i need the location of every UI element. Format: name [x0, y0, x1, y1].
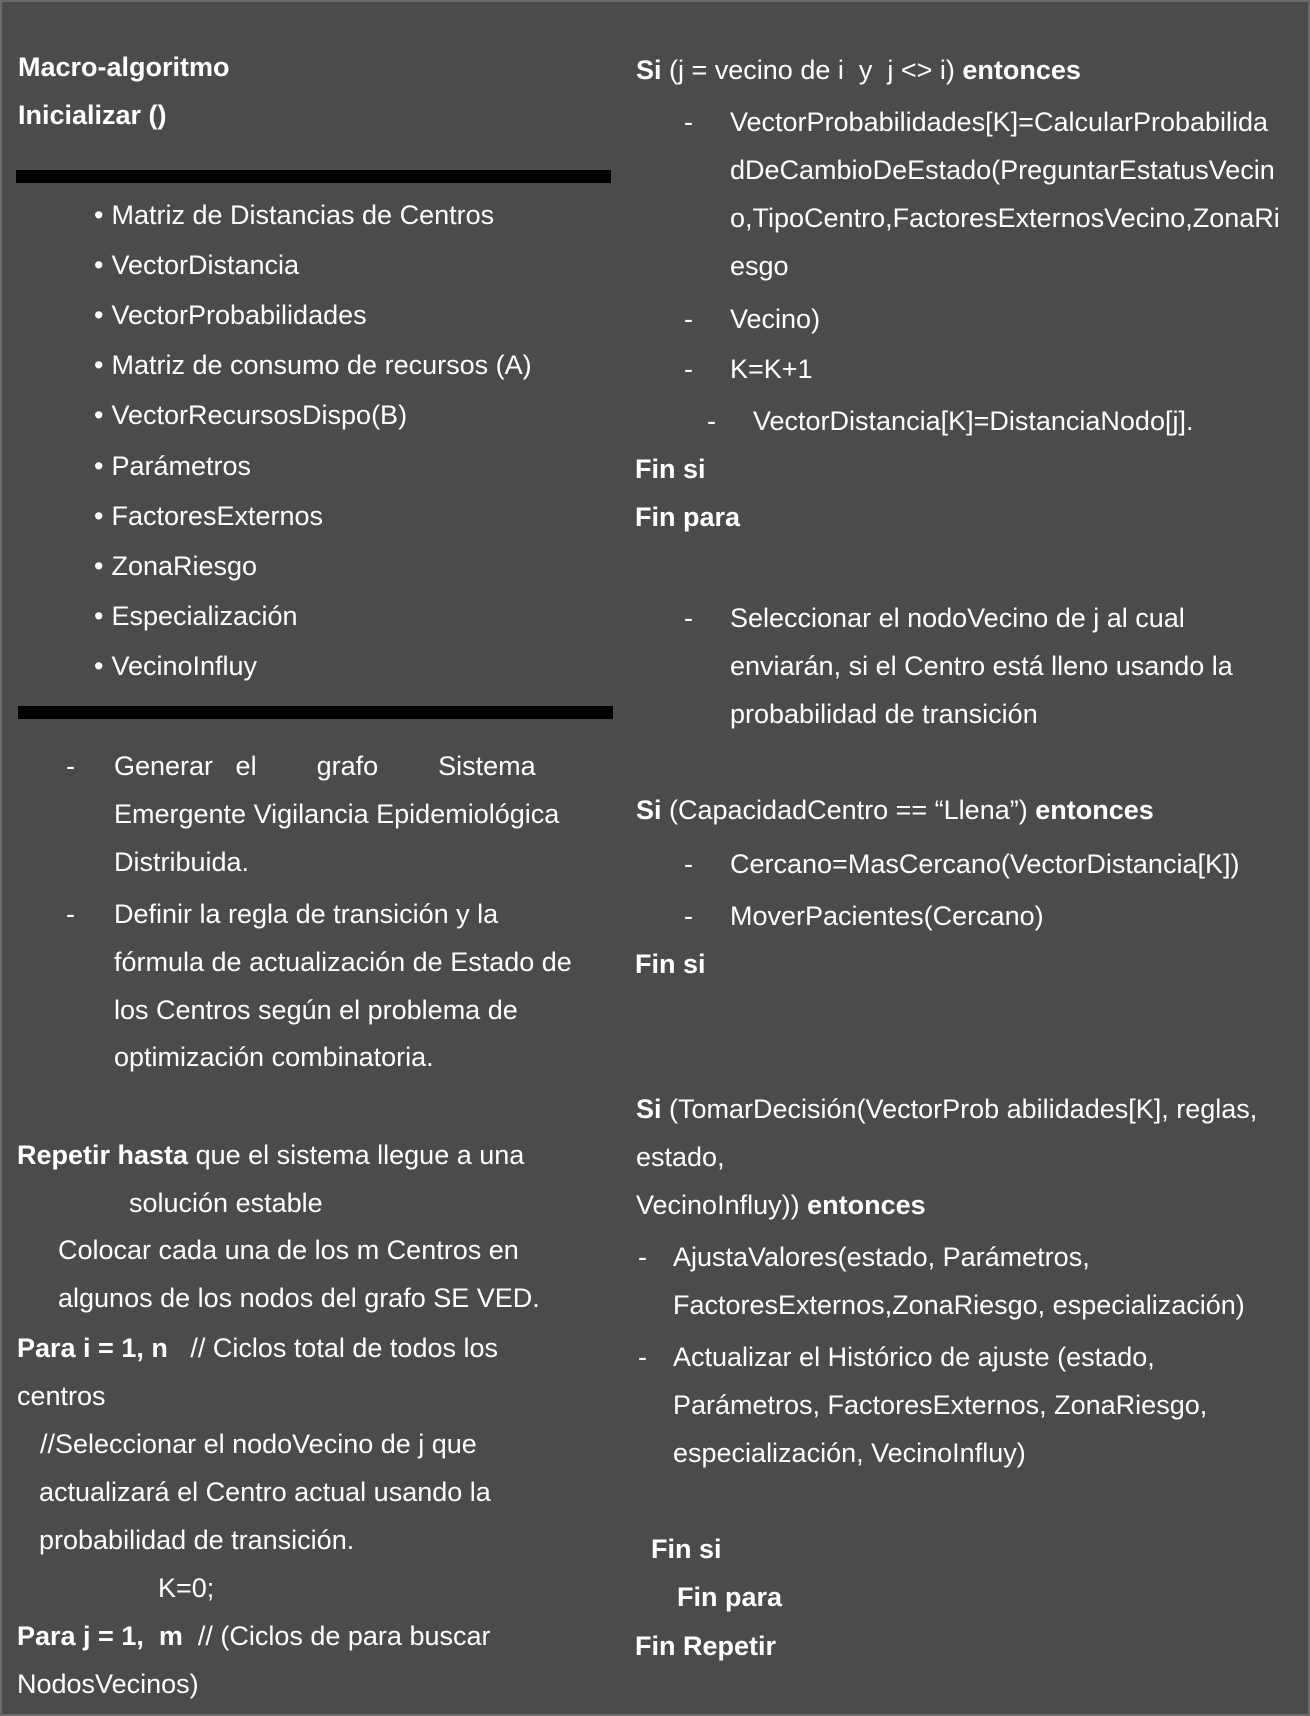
bullet-item: • VectorRecursosDispo(B)	[94, 398, 407, 432]
mover-text: MoverPacientes(Cercano)	[730, 901, 1044, 931]
para-j-line	[17, 1619, 491, 1653]
keyword: Para j = 1, m	[17, 1621, 183, 1651]
vector-distancia-assign: VectorDistancia[K]=DistanciaNodo[j].	[753, 406, 1194, 436]
si2-line	[636, 793, 1154, 827]
bullet-item: • Especialización	[94, 599, 298, 633]
comment-text: //Seleccionar el nodoVecino de j que	[40, 1429, 477, 1459]
fin-si: Fin si	[651, 1534, 722, 1564]
dash-marker: -	[638, 1242, 647, 1272]
actualizar-text: especialización, VecinoInfluy)	[673, 1438, 1026, 1468]
step-text: Definir la regla de transición y la	[114, 899, 499, 929]
bullet-item: • VectorDistancia	[94, 248, 299, 282]
k-increment: K=K+1	[730, 354, 813, 384]
dash-marker: -	[684, 901, 693, 931]
bullet-item: • ZonaRiesgo	[94, 549, 257, 583]
keyword: entonces	[807, 1190, 926, 1220]
si3-line	[636, 1092, 1257, 1126]
step-text: Emergente Vigilancia Epidemiológica	[114, 799, 560, 829]
si2-condition: (CapacidadCentro == “Llena”)	[661, 795, 1036, 825]
dash-marker: -	[684, 304, 693, 334]
para-i-cont: centros	[17, 1381, 106, 1411]
si3-cont-line	[636, 1188, 926, 1222]
bullet-item: • FactoresExternos	[94, 499, 323, 533]
ajusta-text: AjustaValores(estado, Parámetros,	[673, 1242, 1090, 1272]
cercano-text: Cercano=MasCercano(VectorDistancia[K])	[730, 849, 1240, 879]
bottom-divider	[18, 706, 613, 719]
dash-marker: -	[66, 899, 75, 929]
colocar-text: algunos de los nodos del grafo SE VED.	[58, 1283, 540, 1313]
keyword: Si	[636, 795, 662, 825]
vecino-text: Vecino)	[730, 304, 821, 334]
step-generar-line1	[114, 749, 580, 783]
colocar-text: Colocar cada una de los m Centros en	[58, 1235, 519, 1265]
keyword: Si	[636, 55, 662, 85]
bullet-item: • VectorProbabilidades	[94, 298, 367, 332]
actualizar-text: Actualizar el Histórico de ajuste (estado,	[673, 1342, 1155, 1372]
comment-text: actualizará el Centro actual usando la	[39, 1477, 491, 1507]
k-init: K=0;	[158, 1573, 215, 1603]
actualizar-text: Parámetros, FactoresExternos, ZonaRiesgo,	[673, 1390, 1208, 1420]
dash-marker: -	[638, 1342, 647, 1372]
fin-repetir: Fin Repetir	[635, 1631, 777, 1661]
keyword: Para i = 1, n	[17, 1333, 168, 1363]
si1-text: VectorProbabilidades[K]=CalcularProbabilida	[730, 107, 1269, 137]
comment-text: probabilidad de transición.	[39, 1525, 355, 1555]
step-text: optimización combinatoria.	[114, 1042, 434, 1072]
para-j-comment: // (Ciclos de para buscar	[182, 1621, 491, 1651]
fin-si: Fin si	[635, 454, 706, 484]
si3-cont: estado,	[636, 1142, 725, 1172]
step-text: Distribuida.	[114, 847, 250, 877]
selec-text: probabilidad de transición	[730, 699, 1038, 729]
keyword: entonces	[1035, 795, 1154, 825]
dash-marker: -	[707, 406, 716, 436]
si1-text: dDeCambioDeEstado(PreguntarEstatusVecin	[730, 155, 1275, 185]
bullet-item: • Parámetros	[94, 449, 251, 483]
si3-cont: VecinoInfluy))	[636, 1190, 808, 1220]
keyword: Repetir hasta	[17, 1140, 189, 1170]
ajusta-text: FactoresExternos,ZonaRiesgo, especialización)	[673, 1290, 1245, 1320]
step-text: los Centros según el problema de	[114, 995, 518, 1025]
fin-si: Fin si	[635, 949, 706, 979]
dash-marker: -	[684, 603, 693, 633]
title: Macro-algoritmo	[18, 52, 230, 82]
para-j-cont: NodosVecinos)	[17, 1669, 199, 1699]
repeat-text: que el sistema llegue a una	[188, 1140, 525, 1170]
dash-marker: -	[684, 849, 693, 879]
si1-line	[636, 53, 1081, 87]
step-text: Generar el grafo Sistema	[114, 751, 536, 781]
fin-para: Fin para	[635, 502, 741, 532]
bullet-item: • Matriz de consumo de recursos (A)	[94, 348, 532, 382]
si3-condition: (TomarDecisión(VectorProb abilidades[K], reglas,	[661, 1094, 1258, 1124]
repeat-cont: solución estable	[129, 1188, 323, 1218]
selec-text: Seleccionar el nodoVecino de j al cual	[730, 603, 1185, 633]
dash-marker: -	[66, 751, 75, 781]
si1-text: esgo	[730, 251, 789, 281]
para-i-line	[17, 1331, 498, 1365]
init-heading: Inicializar ()	[18, 100, 167, 130]
selec-text: enviarán, si el Centro está lleno usando la	[730, 651, 1233, 681]
para-i-comment: // Ciclos total de todos los	[167, 1333, 499, 1363]
fin-para: Fin para	[677, 1582, 783, 1612]
si1-text: o,TipoCentro,FactoresExternosVecino,ZonaRi	[730, 203, 1280, 233]
dash-marker: -	[684, 107, 693, 137]
keyword: entonces	[962, 55, 1081, 85]
bullet-item: • VecinoInfluy	[94, 649, 257, 683]
step-text: fórmula de actualización de Estado de	[114, 947, 572, 977]
top-divider	[16, 170, 611, 183]
keyword: Si	[636, 1094, 662, 1124]
si1-condition: (j = vecino de i y j <> i)	[661, 55, 963, 85]
dash-marker: -	[684, 354, 693, 384]
repeat-line	[17, 1138, 524, 1172]
bullet-item: • Matriz de Distancias de Centros	[94, 198, 494, 232]
